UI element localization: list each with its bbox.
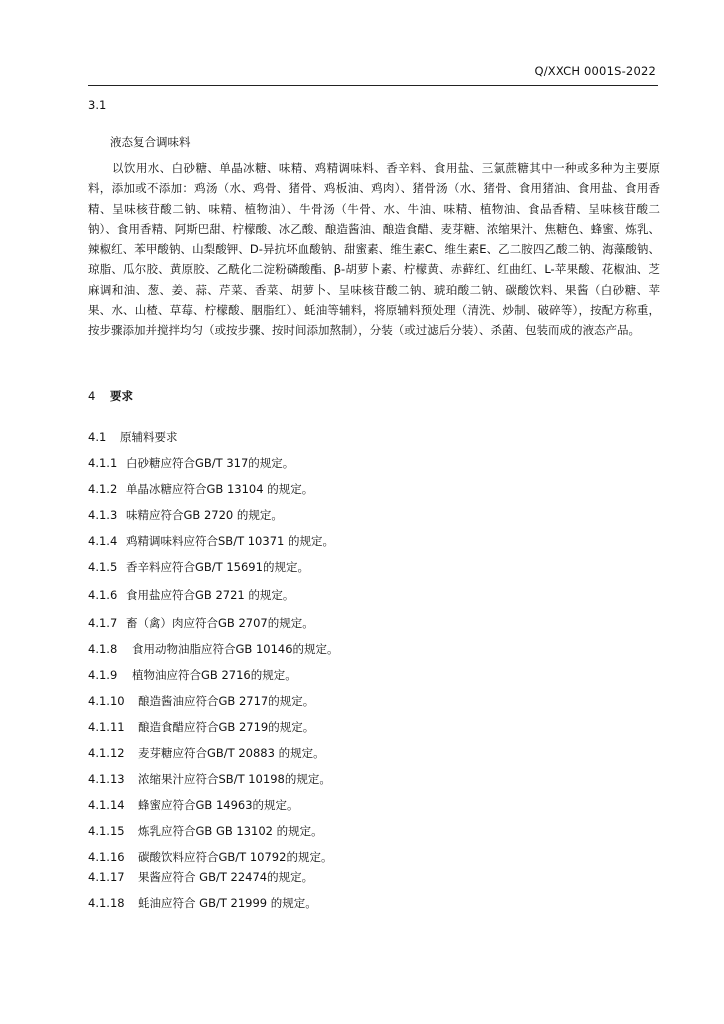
requirement-text: 香辛料应符合GB/T 15691的规定。 — [126, 560, 309, 574]
requirement-item — [88, 481, 313, 497]
requirement-number: 4.1.16 — [88, 850, 125, 864]
requirement-text: 植物油应符合GB 2716的规定。 — [132, 668, 297, 682]
section-heading-liquid-seasoning: 液态复合调味料 — [110, 135, 191, 149]
section-number-3-1: 3.1 — [88, 98, 107, 112]
requirement-item — [88, 587, 294, 603]
requirement-item — [88, 849, 332, 865]
requirement-text: 果酱应符合 GB/T 22474的规定。 — [138, 870, 314, 884]
requirement-text: 浓缩果汁应符合SB/T 10198的规定。 — [138, 772, 331, 786]
requirement-number: 4.1.2 — [88, 482, 118, 496]
requirement-item — [88, 719, 314, 735]
requirement-text: 食用动物油脂应符合GB 10146的规定。 — [132, 642, 339, 656]
section-4-1-title: 原辅料要求 — [120, 430, 178, 444]
header-divider — [88, 85, 658, 86]
requirement-text: 蜂蜜应符合GB 14963的规定。 — [138, 798, 299, 812]
requirement-number: 4.1.8 — [88, 642, 118, 656]
requirement-number: 4.1.14 — [88, 798, 125, 812]
requirement-text: 酿造酱油应符合GB 2717的规定。 — [138, 694, 315, 708]
section-4-title: 要求 — [110, 389, 133, 403]
requirement-number: 4.1.1 — [88, 456, 118, 470]
section-4-1-heading — [88, 429, 178, 445]
requirement-item — [88, 771, 331, 787]
requirement-item — [88, 507, 283, 523]
requirement-item — [88, 823, 323, 839]
requirement-number: 4.1.12 — [88, 746, 125, 760]
requirement-number: 4.1.11 — [88, 720, 125, 734]
requirement-text: 麦芽糖应符合GB/T 20883 的规定。 — [138, 746, 325, 760]
requirement-number: 4.1.13 — [88, 772, 125, 786]
requirement-item — [88, 895, 317, 911]
requirement-number: 4.1.5 — [88, 560, 118, 574]
requirement-item — [88, 559, 309, 575]
requirement-number: 4.1.7 — [88, 616, 118, 630]
section-paragraph: 以饮用水、白砂糖、单晶冰糖、味精、鸡精调味料、香辛料、食用盐、三氯蔗糖其中一种或多种为主要原料，添加或不添加：鸡汤（水、鸡骨、猪骨、鸡板油、鸡肉）、猪骨汤（水、猪骨、食用猪油、食用盐、食用香精、呈味核苷酸二钠、味精、植物油）、牛骨汤（牛骨、水、牛油、味精、植物油、食品香精、呈味核苷酸二钠）、食用香精、阿斯巴甜、柠檬酸、冰乙酸、酿造酱油、酿造食醋、麦芽糖、浓缩果汁、焦糖色、蜂蜜、炼乳、辣椒红、苯甲酸钠、山梨酸钾、D-异抗坏血酸钠、甜蜜素、维生素C、维生素E、乙二胺四乙酸二钠、海藻酸钠、琼脂、瓜尔胶、黄原胶、乙酰化二淀粉磷酸酯、β-胡萝卜素、柠檬黄、赤藓红、红曲红、L-苹果酸、花椒油、芝麻调和油、葱、姜、蒜、芹菜、香菜、胡萝卜、呈味核苷酸二钠、琥珀酸二钠、碳酸饮料、果酱（白砂糖、苹果、水、山楂、草莓、柠檬酸、胭脂红）、蚝油等辅料，将原辅料预处理（清洗、炒制、破碎等），按配方称重，按步骤添加并搅拌均匀（或按步骤、按时间添加熬制），分装（或过滤后分装）、杀菌、包装而成的液态产品。 — [88, 161, 660, 338]
requirement-item — [88, 641, 339, 657]
requirement-text: 蚝油应符合 GB/T 21999 的规定。 — [138, 896, 317, 910]
requirement-text: 鸡精调味料应符合SB/T 10371 的规定。 — [126, 534, 334, 548]
requirement-item — [88, 745, 325, 761]
requirement-text: 畜（禽）肉应符合GB 2707的规定。 — [126, 616, 314, 630]
requirement-text: 碳酸饮料应符合GB/T 10792的规定。 — [138, 850, 333, 864]
section-4-1-number: 4.1 — [88, 430, 107, 444]
requirement-item — [88, 869, 313, 885]
document-code: Q/XXCH 0001S-2022 — [534, 64, 656, 78]
requirement-text: 食用盐应符合GB 2721 的规定。 — [126, 588, 295, 602]
requirement-item — [88, 693, 314, 709]
requirement-item — [88, 455, 294, 471]
requirement-number: 4.1.17 — [88, 870, 125, 884]
requirement-number: 4.1.3 — [88, 508, 118, 522]
requirement-number: 4.1.4 — [88, 534, 118, 548]
requirement-item — [88, 615, 314, 631]
requirement-text: 味精应符合GB 2720 的规定。 — [126, 508, 283, 522]
requirement-item — [88, 797, 299, 813]
section-4-number: 4 — [88, 389, 96, 403]
requirement-number: 4.1.9 — [88, 668, 118, 682]
section-4-heading — [88, 388, 133, 404]
requirement-number: 4.1.18 — [88, 896, 125, 910]
requirement-number: 4.1.15 — [88, 824, 125, 838]
requirement-item — [88, 667, 297, 683]
requirement-item — [88, 533, 334, 549]
requirement-text: 炼乳应符合GB GB 13102 的规定。 — [138, 824, 323, 838]
requirement-text: 单晶冰糖应符合GB 13104 的规定。 — [126, 482, 314, 496]
requirement-number: 4.1.6 — [88, 588, 118, 602]
requirement-text: 白砂糖应符合GB/T 317的规定。 — [126, 456, 295, 470]
requirement-text: 酿造食醋应符合GB 2719的规定。 — [138, 720, 315, 734]
requirement-number: 4.1.10 — [88, 694, 125, 708]
